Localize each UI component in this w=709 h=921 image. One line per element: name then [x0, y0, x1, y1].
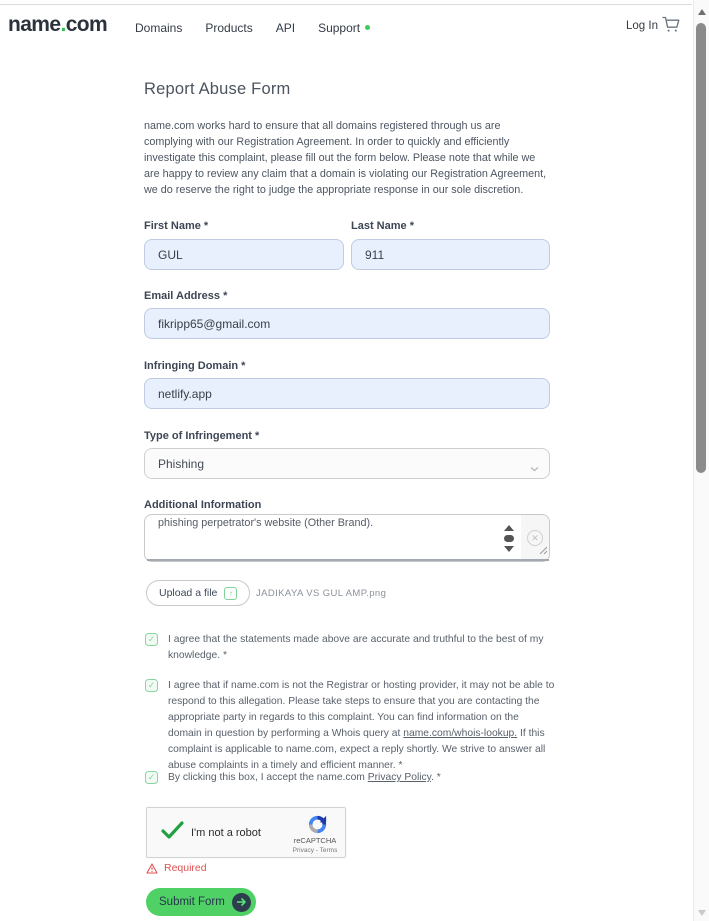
first-name-label: First Name * — [144, 220, 209, 232]
recaptcha-label: I'm not a robot — [191, 827, 261, 839]
agreement-row-1 — [145, 632, 555, 664]
recaptcha-privacy-terms[interactable]: Privacy - Terms — [292, 847, 338, 854]
infringement-type-label: Type of Infringement * — [144, 430, 260, 442]
checkbox-accurate-statements[interactable]: ✓ — [145, 633, 158, 646]
first-name-input[interactable] — [144, 239, 344, 270]
intro-paragraph: name.com works hard to ensure that all domains registered through us are complying with our Registration Agreement. In order to quickly and efficiently investigate this complaint, please fill out the form below. Please note that while we are happy to review any claim that a domain is violating our Registration Agreement, we do reserve the right to judge the appropriate response in our sole discretion. — [144, 120, 547, 196]
required-error-text: Required — [164, 862, 207, 874]
chevron-down-icon — [530, 461, 539, 475]
agreement-text-2: I agree that if name.com is not the Registrar or hosting provider, it may not be able to respond to this allegation. Please take steps to ensure that you are contacting the appropriate party in regards to this complaint. You can find information on the domain in question by performing a Whois query at name.com/whois-lookup. If this complaint is applicable to name.com, expect a reply shortly. We strive to answer all abuse complaints in a timely and efficient manner. * — [168, 680, 555, 772]
arrow-right-icon — [232, 893, 251, 912]
email-label: Email Address * — [144, 290, 228, 302]
logo-dot: . — [60, 13, 66, 36]
agreement-row-3 — [145, 770, 555, 786]
required-error — [146, 862, 207, 874]
nav-item-domains[interactable]: Domains — [135, 21, 183, 35]
selected-option: Phishing — [158, 456, 205, 471]
infringement-type-select[interactable] — [144, 448, 550, 479]
cart-icon[interactable] — [661, 15, 683, 40]
recaptcha-brand: reCAPTCHA — [293, 836, 337, 845]
textarea-scrollbar — [497, 515, 521, 561]
submit-form-button[interactable] — [146, 888, 256, 916]
checkbox-registrar-disclaimer[interactable]: ✓ — [145, 679, 158, 692]
whois-lookup-link[interactable]: name.com/whois-lookup. — [403, 728, 518, 740]
green-check-icon — [161, 821, 185, 846]
nav-item-products[interactable]: Products — [205, 21, 253, 35]
resize-handle-icon[interactable] — [539, 541, 547, 559]
clear-circle-icon[interactable]: ✕ — [527, 530, 543, 546]
agreement-text-3: By clicking this box, I accept the name.com Privacy Policy. * — [168, 772, 441, 783]
last-name-label: Last Name * — [351, 220, 414, 232]
agreement-text-1: I agree that the statements made above are accurate and truthful to the best of my knowledge. * — [168, 634, 544, 662]
main-nav — [135, 21, 370, 35]
warning-triangle-icon — [146, 863, 158, 874]
login-link[interactable]: Log In — [626, 20, 658, 32]
infringing-domain-input[interactable] — [144, 378, 550, 409]
upload-file-button[interactable] — [146, 580, 250, 606]
logo-tld: com — [65, 13, 108, 36]
page-title: Report Abuse Form — [144, 80, 291, 98]
nav-item-support[interactable]: Support — [318, 21, 370, 35]
textarea-underline — [147, 559, 549, 561]
scroll-down-icon[interactable] — [504, 546, 514, 552]
top-divider — [0, 4, 692, 5]
infringing-domain-label: Infringing Domain * — [144, 360, 246, 372]
upload-button-label: Upload a file — [159, 587, 218, 599]
scrollbar-down-arrow-icon[interactable] — [698, 910, 706, 916]
logo-name: name — [8, 13, 61, 36]
scrollbar-up-arrow-icon[interactable] — [698, 9, 706, 15]
last-name-input[interactable] — [351, 239, 550, 270]
scroll-up-icon[interactable] — [504, 525, 514, 531]
page-scrollbar-thumb[interactable] — [696, 23, 706, 473]
additional-info-textarea[interactable] — [144, 514, 550, 562]
additional-info-label: Additional Information — [144, 499, 262, 511]
privacy-policy-link[interactable]: Privacy Policy — [367, 772, 432, 783]
email-input[interactable] — [144, 308, 550, 339]
upload-icon: ↑ — [224, 587, 237, 600]
scroll-thumb[interactable] — [504, 535, 514, 542]
green-status-dot — [365, 25, 370, 30]
recaptcha-widget[interactable] — [146, 807, 346, 858]
additional-info-text: phishing perpetrator's website (Other Brand). — [158, 517, 374, 529]
nav-item-api[interactable]: API — [275, 21, 296, 35]
checkbox-privacy-policy[interactable]: ✓ — [145, 771, 158, 784]
agreement-row-2 — [145, 678, 555, 775]
uploaded-filename: JADIKAYA VS GUL AMP.png — [256, 588, 387, 599]
submit-label: Submit Form — [159, 896, 225, 908]
namecom-logo[interactable] — [8, 13, 107, 37]
